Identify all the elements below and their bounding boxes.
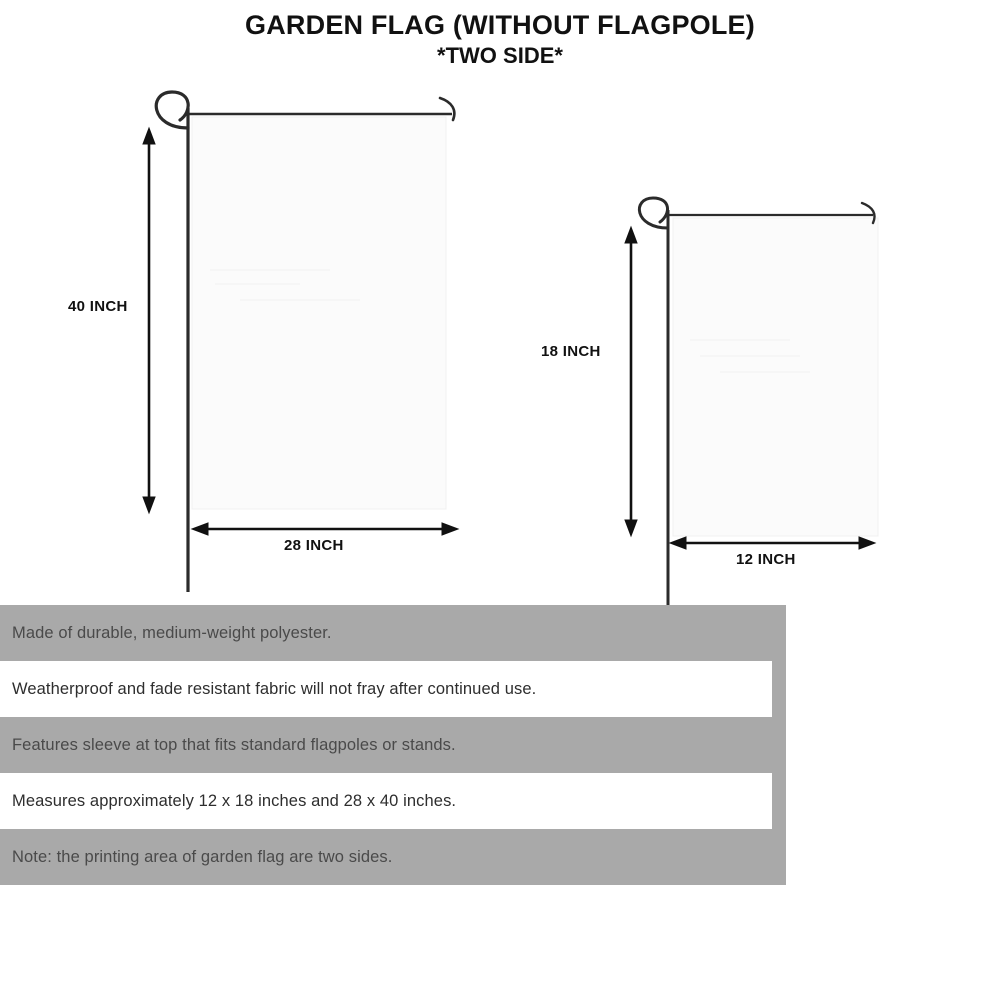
feature-text: Measures approximately 12 x 18 inches and 28 x 40 inches.	[12, 791, 457, 810]
list-item	[0, 773, 772, 829]
feature-text: Features sleeve at top that fits standard flagpoles or stands.	[12, 735, 456, 754]
large-width-dimension	[192, 523, 458, 535]
feature-text: Weatherproof and fade resistant fabric will not fray after continued use.	[12, 679, 537, 698]
list-item	[0, 605, 786, 661]
small-height-dimension	[625, 227, 637, 536]
list-item	[0, 661, 772, 717]
small-flag-height-label: 18 INCH	[541, 343, 601, 360]
large-flag-height-label: 40 INCH	[68, 298, 128, 315]
large-height-dimension	[143, 128, 155, 513]
features-list	[0, 605, 786, 885]
small-width-dimension	[670, 537, 875, 549]
feature-text: Made of durable, medium-weight polyester.	[12, 623, 332, 642]
large-flag-pole-loop	[156, 92, 188, 128]
feature-text: Note: the printing area of garden flag are two sides.	[12, 847, 393, 866]
title-main: GARDEN FLAG (WITHOUT FLAGPOLE)	[245, 10, 755, 40]
small-flag-width-label: 12 INCH	[736, 551, 796, 568]
small-flag-cloth	[673, 218, 878, 536]
small-flag-pole-loop	[639, 198, 668, 228]
list-item	[0, 717, 786, 773]
title-subtitle: *TWO SIDE*	[437, 43, 563, 68]
large-flag-width-label: 28 INCH	[284, 537, 344, 554]
large-flag-cloth	[192, 117, 446, 509]
list-item	[0, 829, 786, 885]
